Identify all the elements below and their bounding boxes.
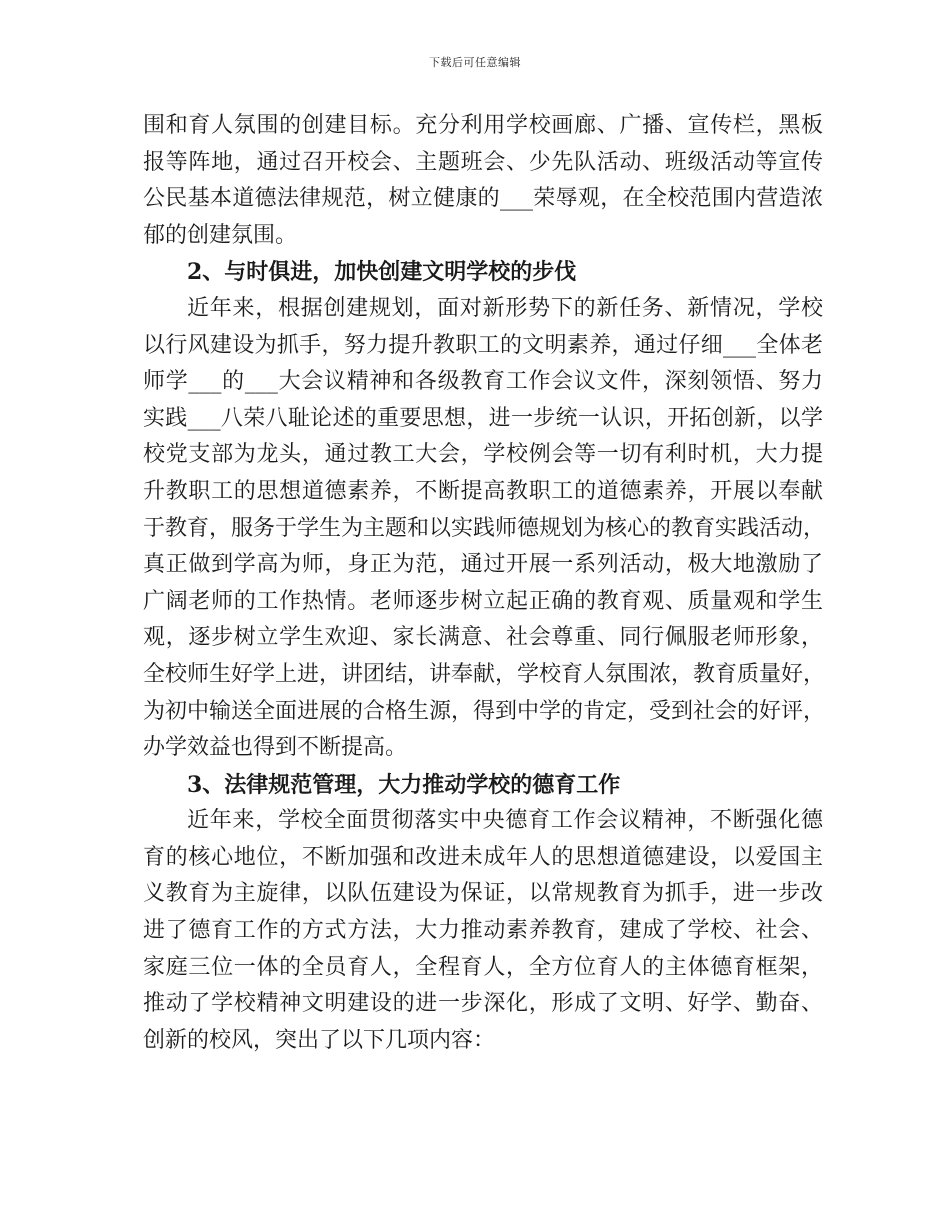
page-header: 下载后可任意编辑 <box>429 56 521 69</box>
paragraph-line: 全校师生好学上进，讲团结，讲奉献，学校育人氛围浓，教育质量好， <box>143 661 826 687</box>
paragraph-line: 广阔老师的工作热情。老师逐步树立起正确的教育观、质量观和学生 <box>143 588 823 614</box>
paragraph-line: 校党支部为龙头，通过教工大会，学校例会等一切有利时机，大力提 <box>143 442 823 468</box>
paragraph-line: 为初中输送全面进展的合格生源，得到中学的肯定，受到社会的好评， <box>143 698 826 724</box>
document-body <box>143 108 826 1059</box>
section-heading-3: 3、法律规范管理，大力推动学校的德育工作 <box>187 771 621 798</box>
paragraph-line: 义教育为主旋律，以队伍建设为保证，以常规教育为抓手，进一步改 <box>143 881 823 907</box>
paragraph-line: 围和育人氛围的创建目标。充分利用学校画廊、广播、宣传栏，黑板 <box>143 113 823 138</box>
paragraph-line: 以行风建设为抓手，努力提升教职工的文明素养，通过仔细___全体老 <box>143 332 823 358</box>
section-heading-2: 2、与时俱进，加快创建文明学校的步伐 <box>187 259 577 286</box>
paragraph-line: 公民基本道德法律规范，树立健康的___荣辱观，在全校范围内营造浓 <box>143 186 823 212</box>
paragraph-line: 进了德育工作的方式方法，大力推动素养教育，建成了学校、社会、 <box>143 918 823 944</box>
paragraph-line: 真正做到学高为师，身正为范，通过开展一系列活动，极大地激励了 <box>143 552 823 578</box>
paragraph-line: 近年来，学校全面贯彻落实中央德育工作会议精神，不断强化德 <box>187 808 823 834</box>
paragraph-line: 实践___八荣八耻论述的重要思想，进一步统一认识，开拓创新，以学 <box>143 405 823 431</box>
paragraph-line: 升教职工的思想道德素养，不断提高教职工的道德素养，开展以奉献 <box>143 478 823 504</box>
paragraph-line: 家庭三位一体的全员育人，全程育人，全方位育人的主体德育框架， <box>143 954 823 980</box>
paragraph-line: 推动了学校精神文明建设的进一步深化，形成了文明、好学、勤奋、 <box>143 991 823 1017</box>
paragraph-line: 近年来，根据创建规划，面对新形势下的新任务、新情况，学校 <box>187 295 823 321</box>
paragraph-line: 创新的校风，突出了以下几项内容： <box>143 1027 496 1053</box>
paragraph-line: 观，逐步树立学生欢迎、家长满意、社会尊重、同行佩服老师形象， <box>143 625 823 651</box>
paragraph-line: 于教育，服务于学生为主题和以实践师德规划为核心的教育实践活动， <box>143 515 826 541</box>
paragraph-line: 报等阵地，通过召开校会、主题班会、少先队活动、班级活动等宣传 <box>143 149 823 175</box>
paragraph-line: 师学___的___大会议精神和各级教育工作会议文件，深刻领悟、努力 <box>143 369 823 395</box>
paragraph-line: 郁的创建氛围。 <box>143 222 298 248</box>
paragraph-line: 育的核心地位，不断加强和改进未成年人的思想道德建设，以爱国主 <box>143 844 823 870</box>
paragraph-line: 办学效益也得到不断提高。 <box>143 735 408 761</box>
